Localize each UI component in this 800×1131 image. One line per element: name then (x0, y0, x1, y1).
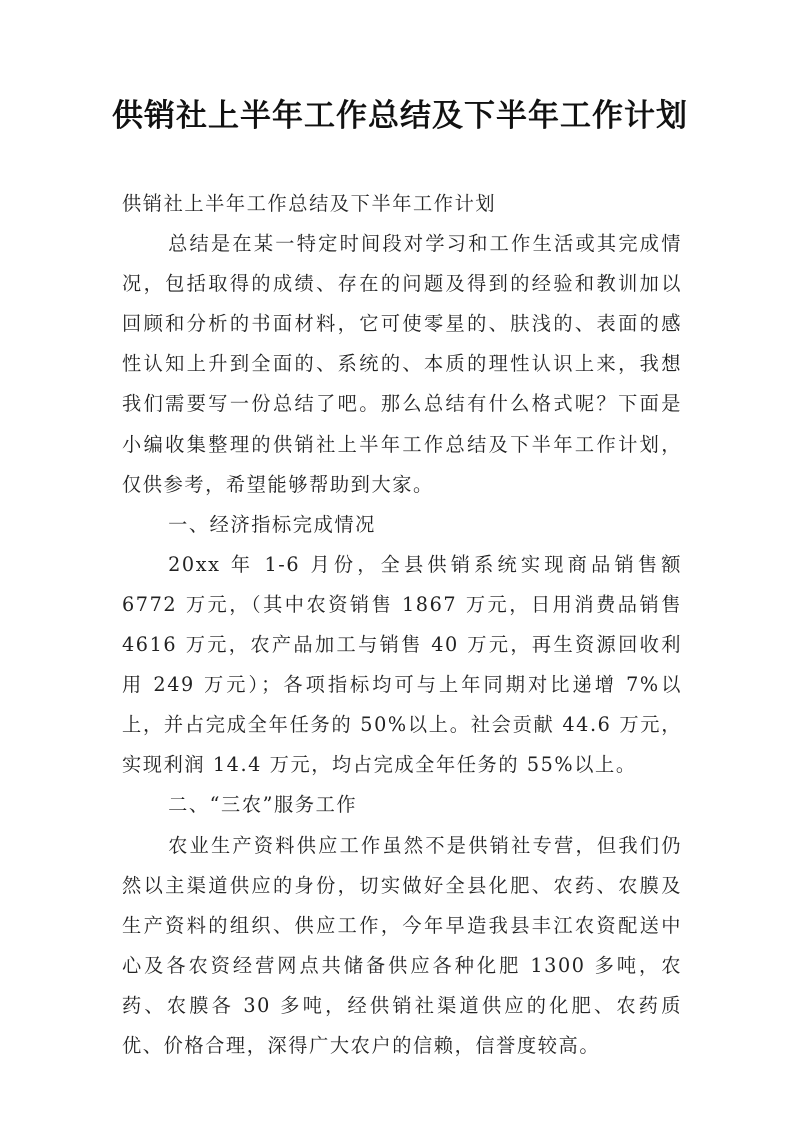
economic-indicators-paragraph: 20xx 年 1-6 月份，全县供销系统实现商品销售额 6772 万元，（其中农资销售 1867 万元，日用消费品销售 4616 万元，农产品加工与销售 40 万元，再生资源回收利用 249 万元）；各项指标均可与上年同期对比递增 7%以上，并占完成全年任务的 50%以上。社会贡献 44.6 万元，实现利润 14.4 万元，均占完成全年任务的 55%以上。 (122, 552, 682, 777)
document-title: 供销社上半年工作总结及下半年工作计划 (112, 98, 688, 134)
document-subtitle: 供销社上半年工作总结及下半年工作计划 (122, 192, 497, 215)
document-body (122, 184, 682, 1066)
intro-paragraph: 总结是在某一特定时间段对学习和工作生活或其完成情况，包括取得的成绩、存在的问题及得到的经验和教训加以回顾和分析的书面材料，它可使零星的、肤浅的、表面的感性认知上升到全面的、系统的、本质的理性认识上来，我想我们需要写一份总结了吧。那么总结有什么格式呢？下面是小编收集整理的供销社上半年工作总结及下半年工作计划，仅供参考，希望能够帮助到大家。 (122, 232, 682, 496)
sannong-service-paragraph: 农业生产资料供应工作虽然不是供销社专营，但我们仍然以主渠道供应的身份，切实做好全县化肥、农药、农膜及生产资料的组织、供应工作，今年早造我县丰江农资配送中心及各农资经营网点共储备供应各种化肥 1300 多吨，农药、农膜各 30 多吨，经供销社渠道供应的化肥、农药质优、价格合理，深得广大农户的信赖，信誉度较高。 (122, 833, 682, 1057)
section-heading-economic-indicators: 一、经济指标完成情况 (168, 512, 376, 536)
section-heading-sannong-service: 二、“三农”服务工作 (168, 793, 358, 817)
